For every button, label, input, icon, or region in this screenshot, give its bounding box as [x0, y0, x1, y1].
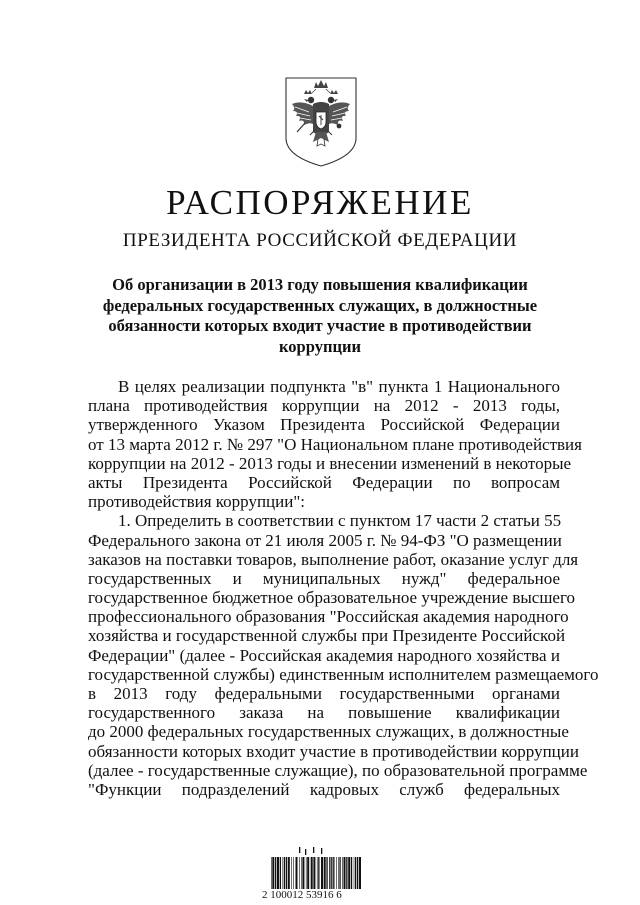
body-line: утвержденного Указом Президента Российской Федерации — [88, 415, 560, 435]
coat-of-arms-emblem — [283, 76, 359, 168]
body-line: заказов на поставки товаров, выполнение работ, оказание услуг для — [88, 549, 579, 569]
body-line: (далее - государственные служащие), по образовательной программе — [88, 760, 588, 780]
body-line: до 2000 федеральных государственных служащих, в должностные — [88, 722, 569, 742]
heading-line: коррупции — [279, 336, 361, 356]
body-line: обязанности которых входит участие в противодействии коррупции — [88, 741, 579, 761]
heading-line: федеральных государственных служащих, в должностные — [102, 295, 538, 315]
body-line: В целях реализации подпункта "в" пункта 1 Национального — [118, 377, 560, 396]
body-line: государственного заказа на повышение квалификации — [88, 703, 560, 723]
document-subtitle: ПРЕЗИДЕНТА РОССИЙСКОЙ ФЕДЕРАЦИИ — [122, 230, 518, 251]
heading-line: обязанности которых входит участие в противодействии — [108, 316, 532, 335]
body-line: плана противодействия коррупции на 2012 - 2013 годы, — [88, 396, 560, 416]
body-line: "Функции подразделений кадровых служб федеральных — [88, 779, 560, 799]
document-heading — [100, 275, 540, 357]
body-line: хозяйства и государственной службы при Президенте Российской — [88, 626, 566, 646]
document-body — [88, 377, 599, 799]
body-line: Федерального закона от 21 июля 2005 г. № 94-ФЗ "О размещении — [88, 530, 562, 550]
body-line: государственных и муниципальных нужд" федеральное — [88, 568, 560, 588]
barcode-number: 2 100012 53916 6 — [262, 889, 342, 901]
body-line: государственной службы) единственным исполнителем размещаемого — [88, 664, 599, 684]
body-line: от 13 марта 2012 г. № 297 "О Национальном плане противодействия — [88, 434, 582, 454]
body-line: противодействия коррупции": — [88, 492, 306, 512]
body-line: профессионального образования "Российская академия народного — [88, 607, 569, 627]
barcode — [269, 847, 363, 889]
body-line: 1. Определить в соответствии с пунктом 17 части 2 статьи 55 — [118, 511, 562, 531]
body-line: Федерации" (далее - Российская академия народного хозяйства и — [88, 645, 560, 665]
body-line: коррупции на 2012 - 2013 годы и внесении изменений в некоторые — [88, 453, 572, 473]
body-line: акты Президента Российской Федерации по вопросам — [88, 472, 560, 492]
body-line: государственное бюджетное образовательное учреждение высшего — [88, 588, 576, 608]
document-title: РАСПОРЯЖЕНИЕ — [166, 183, 474, 222]
body-line: в 2013 году федеральными государственными органами — [88, 684, 560, 703]
heading-line: Об организации в 2013 году повышения квалификации — [112, 275, 528, 294]
